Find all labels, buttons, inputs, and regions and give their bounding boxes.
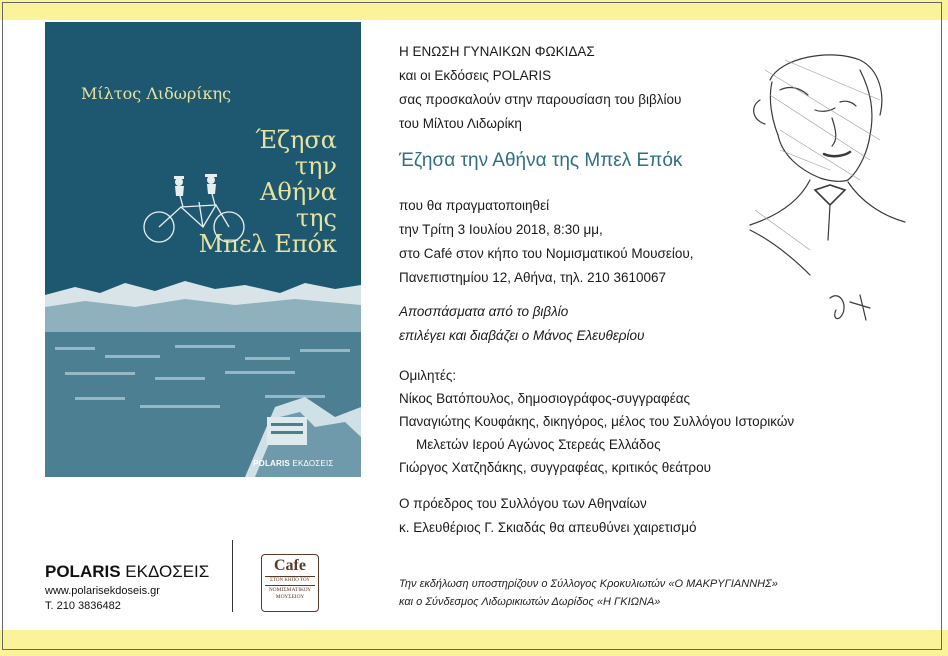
event-line-3: στο Café στον κήπο του Νομισματικού Μουσείου,	[399, 246, 694, 261]
intro-line-3: σας προσκαλούν στην παρουσίαση του βιβλίου	[399, 92, 682, 107]
cover-publisher: POLARIS ΕΚΔΟΣΕΙΣ	[253, 459, 334, 468]
greeting-line-2: κ. Ελευθέριος Γ. Σκιαδάς θα απευθύνει χαιρετισμό	[399, 520, 697, 535]
excerpts-line-2: επιλέγει και διαβάζει ο Μάνος Ελευθερίου	[399, 328, 645, 343]
cafe-logo	[261, 554, 319, 612]
pencil-sketch-portrait	[720, 40, 910, 350]
publisher-url[interactable]: www.polarisekdoseis.gr	[45, 585, 160, 597]
event-line-4: Πανεπιστημίου 12, Αθήνα, τηλ. 210 3610067	[399, 270, 667, 285]
event-line-1: που θα πραγματοποιηθεί	[399, 198, 550, 213]
sponsor-line-1: Την εκδήλωση υποστηρίζουν ο Σύλλογος Κροκυλιωτών «Ο ΜΑΚΡΥΓΙΑΝΝΗΣ»	[399, 578, 778, 590]
book-title: Έζησα την Αθήνα της Μπελ Επόκ	[399, 150, 683, 171]
cover-title-line-4: της	[295, 204, 337, 232]
speaker-2-continued: Μελετών Ιερού Αγώνος Στερεάς Ελλάδος	[416, 437, 661, 452]
cafe-logo-line-3: ΜΟΥΣΕΙΟΥ	[275, 594, 305, 600]
cover-title-line-2: την	[294, 152, 337, 180]
excerpts-line-1: Αποσπάσματα από το βιβλίο	[399, 304, 569, 319]
speaker-3: Γιώργος Χατζηδάκης, συγγραφέας, κριτικός θεάτρου	[399, 460, 711, 475]
event-line-2: την Τρίτη 3 Ιουλίου 2018, 8:30 μμ,	[399, 222, 603, 237]
publisher-phone: Τ. 210 3836482	[45, 600, 121, 612]
bicycle-icon	[141, 172, 251, 247]
top-band	[0, 0, 948, 20]
intro-line-1: Η ΕΝΩΣΗ ΓΥΝΑΙΚΩΝ ΦΩΚΙΔΑΣ	[399, 44, 595, 59]
cover-title-line-5: Μπελ Επόκ	[198, 230, 337, 258]
cover-title-line-1: Έζησα	[255, 126, 337, 154]
book-cover	[45, 22, 361, 477]
sponsor-line-2: και ο Σύνδεσμος Λιδωρικιωτών Δωρίδος «Η ΓΚΙΩΝΑ»	[399, 596, 661, 608]
cafe-logo-name: Cafe	[274, 557, 306, 574]
athens-panorama-illustration	[45, 277, 361, 477]
speakers-heading: Ομιλητές:	[399, 368, 457, 383]
speaker-2: Παναγιώτης Κουφάκης, δικηγόρος, μέλος του Συλλόγου Ιστορικών	[399, 414, 795, 429]
greeting-line-1: Ο πρόεδρος του Συλλόγου των Αθηναίων	[399, 496, 647, 511]
cafe-logo-line-2: ΝΟΜΙΣΜΑΤΙΚΟΥ	[268, 587, 312, 593]
polaris-logo: POLARIS ΕΚΔΟΣΕΙΣ	[45, 562, 210, 581]
bottom-band	[0, 630, 948, 656]
cafe-logo-line-1: ΣΤΟΝ ΚΗΠΟ ΤΟΥ	[265, 576, 315, 586]
speaker-1: Νίκος Βατόπουλος, δημοσιογράφος-συγγραφέας	[399, 391, 691, 406]
intro-line-4: του Μίλτου Λιδωρίκη	[399, 116, 522, 131]
footer-divider	[232, 540, 233, 612]
intro-line-2: και οι Εκδόσεις POLARIS	[399, 68, 552, 83]
cover-title-line-3: Αθήνα	[260, 178, 337, 206]
cover-author: Μίλτος Λιδωρίκης	[81, 84, 232, 103]
